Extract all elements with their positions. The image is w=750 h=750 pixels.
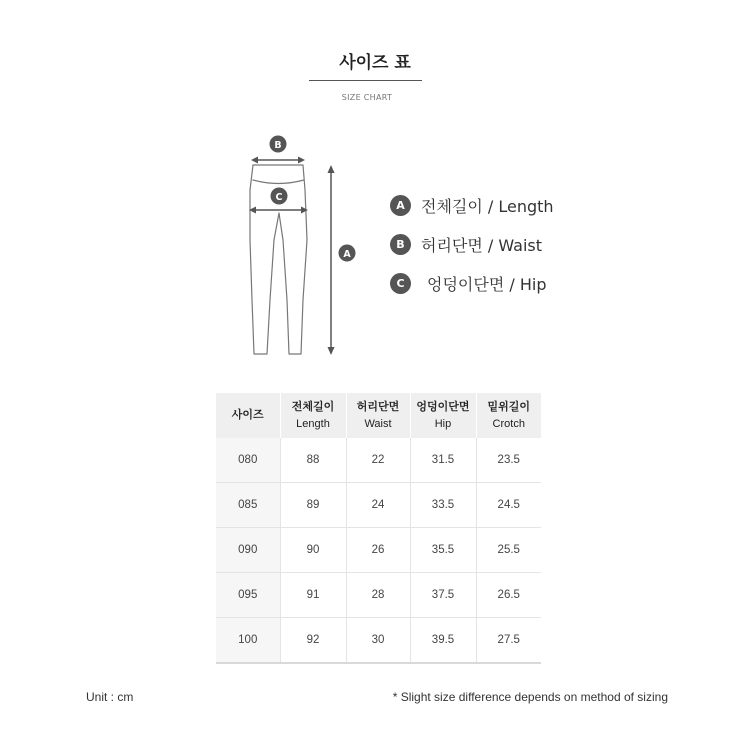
marker-b-label: B	[274, 140, 282, 151]
legend-badge-c: C	[390, 273, 411, 294]
waist-arrow	[251, 157, 305, 164]
cell-crotch: 27.5	[476, 618, 541, 664]
header-hip-ko: 엉덩이단면	[416, 400, 470, 413]
size-table	[216, 393, 541, 664]
marker-a	[339, 245, 356, 262]
cell-length: 90	[280, 528, 346, 573]
table-row	[216, 438, 541, 483]
table-row	[216, 618, 541, 664]
header-crotch-en: Crotch	[492, 417, 525, 430]
header-size-ko: 사이즈	[231, 409, 264, 421]
header-hip	[410, 393, 476, 438]
header-hip-en: Hip	[434, 417, 452, 430]
marker-c	[271, 188, 288, 205]
legend-label-length: 전체길이 / Length	[421, 196, 554, 216]
length-arrow	[328, 165, 335, 355]
cell-crotch: 23.5	[476, 438, 541, 483]
marker-a-label: A	[343, 249, 351, 260]
header-waist-en: Waist	[364, 417, 392, 430]
header-waist-ko: 허리단면	[356, 400, 400, 413]
cell-waist: 24	[346, 483, 410, 528]
table-row	[216, 528, 541, 573]
marker-b	[270, 136, 287, 153]
cell-size: 080	[216, 438, 280, 483]
header-crotch-ko: 밑위길이	[487, 400, 530, 413]
hip-line	[249, 207, 308, 214]
cell-crotch: 25.5	[476, 528, 541, 573]
legend-item-length	[390, 194, 554, 216]
cell-crotch: 24.5	[476, 483, 541, 528]
measurement-legend	[390, 194, 554, 311]
page-title: 사이즈 표	[339, 53, 411, 73]
sizing-note: * Slight size difference depends on method of sizing	[392, 690, 668, 704]
header-waist	[346, 393, 410, 438]
cell-length: 88	[280, 438, 346, 483]
legend-item-hip	[390, 272, 554, 294]
legend-label-waist: 허리단면 / Waist	[421, 235, 543, 255]
marker-c-label: C	[275, 192, 283, 203]
legend-badge-b: B	[390, 234, 411, 255]
cell-hip: 35.5	[410, 528, 476, 573]
cell-size: 090	[216, 528, 280, 573]
cell-length: 92	[280, 618, 346, 664]
legend-badge-a: A	[390, 195, 411, 216]
cell-waist: 28	[346, 573, 410, 618]
cell-size: 085	[216, 483, 280, 528]
cell-size: 095	[216, 573, 280, 618]
cell-hip: 31.5	[410, 438, 476, 483]
table-row	[216, 483, 541, 528]
legend-label-hip: 엉덩이단면 / Hip	[427, 274, 547, 294]
cell-waist: 22	[346, 438, 410, 483]
header-crotch	[476, 393, 541, 438]
table-header-row	[216, 393, 541, 438]
cell-length: 91	[280, 573, 346, 618]
cell-crotch: 26.5	[476, 573, 541, 618]
cell-hip: 37.5	[410, 573, 476, 618]
cell-hip: 33.5	[410, 483, 476, 528]
header-length-en: Length	[296, 417, 330, 430]
table-row	[216, 573, 541, 618]
legend-item-waist	[390, 233, 554, 255]
cell-waist: 30	[346, 618, 410, 664]
cell-hip: 39.5	[410, 618, 476, 664]
unit-label: Unit : cm	[86, 690, 134, 704]
page-subtitle: SIZE CHART	[341, 93, 393, 102]
cell-length: 89	[280, 483, 346, 528]
header-length-ko: 전체길이	[291, 400, 335, 413]
cell-waist: 26	[346, 528, 410, 573]
header-length	[280, 393, 346, 438]
cell-size: 100	[216, 618, 280, 664]
header-size	[216, 393, 280, 438]
